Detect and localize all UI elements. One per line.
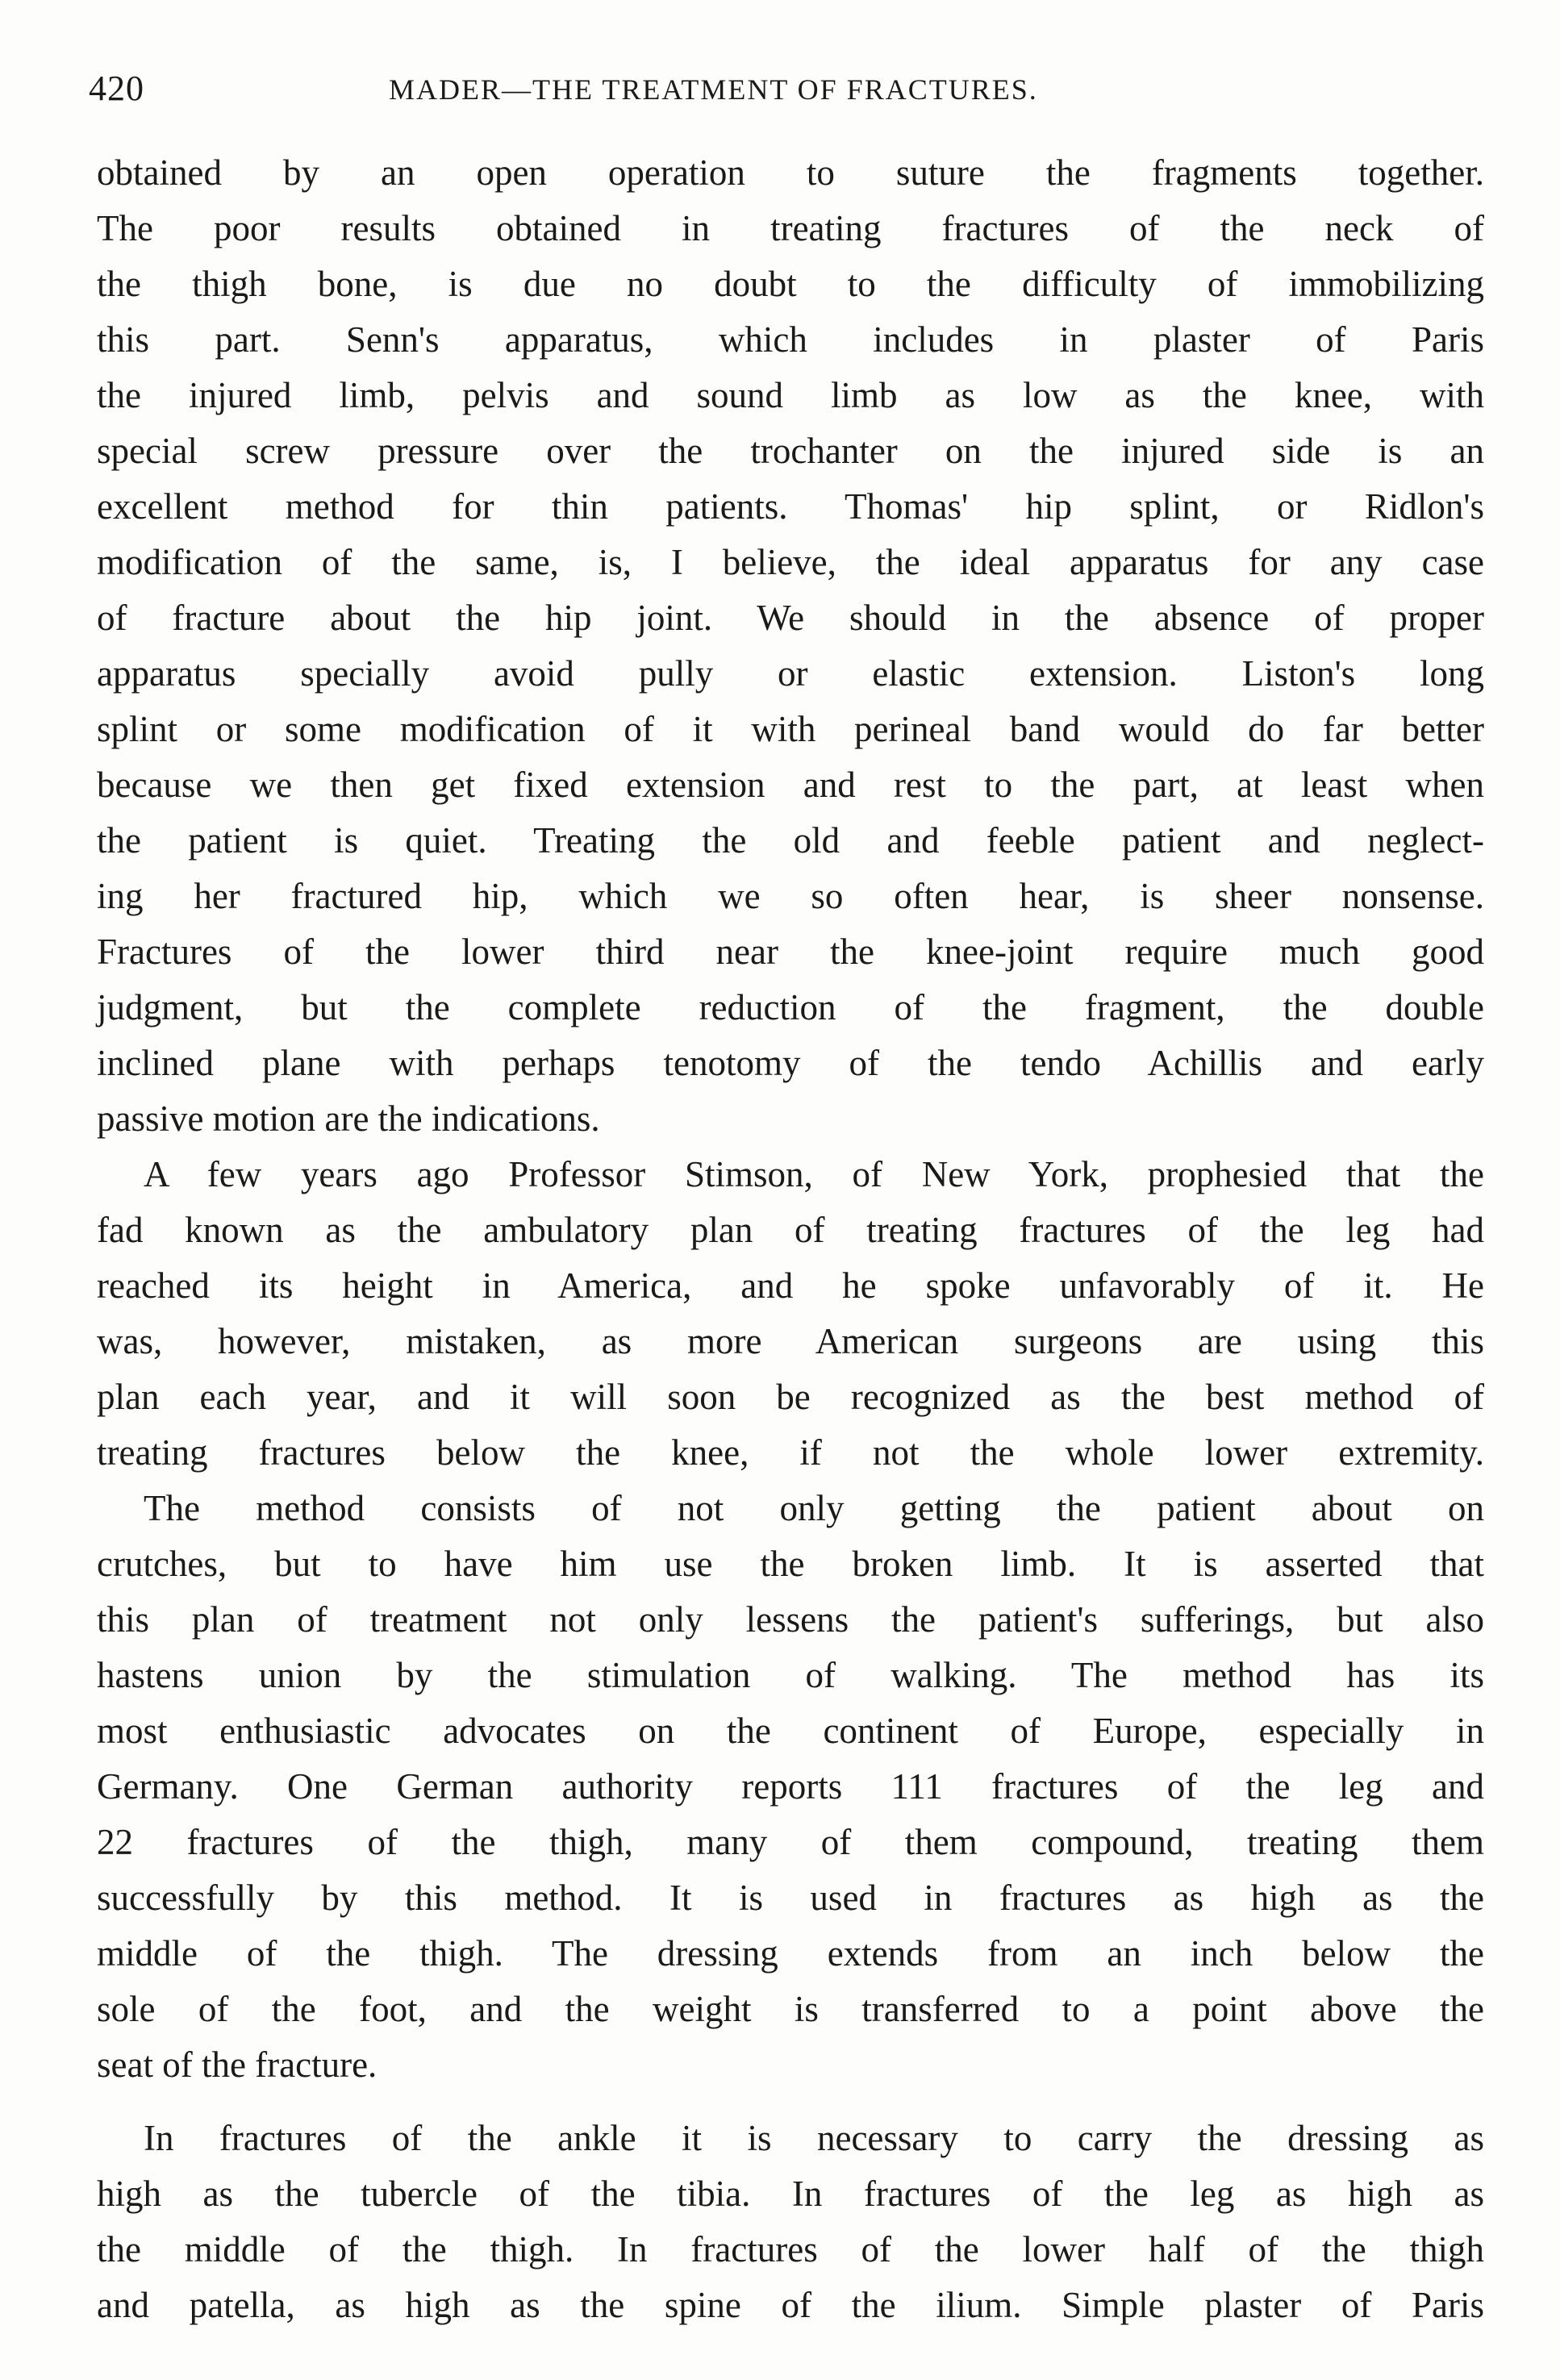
text-line: A few years ago Professor Stimson, of New York, prophesied that the (144, 1154, 1484, 1194)
text-line: judgment, but the complete reduction of the fragment, the double (97, 987, 1484, 1027)
text-line: because we then get fixed extension and rest to the part, at least when (97, 765, 1484, 805)
body-text (97, 145, 1484, 2333)
page-number: 420 (89, 69, 144, 108)
paragraph (97, 2111, 1484, 2333)
text-line: excellent method for thin patients. Thomas' hip splint, or Ridlon's (97, 486, 1484, 527)
text-line: obtained by an open operation to suture the fragments together. (97, 152, 1484, 193)
text-line: passive motion are the indications. (97, 1098, 600, 1139)
text-line: The method consists of not only getting the patient about on (144, 1488, 1484, 1528)
text-line: treating fractures below the knee, if not the whole lower extremity. (97, 1432, 1484, 1473)
text-line: Fractures of the lower third near the knee-joint require much good (97, 932, 1484, 972)
text-line: Germany. One German authority reports 111 fractures of the leg and (97, 1766, 1484, 1807)
paragraph-spacer (97, 2093, 1484, 2111)
text-line: the injured limb, pelvis and sound limb as low as the knee, with (97, 375, 1484, 415)
paragraph (97, 1147, 1484, 1481)
text-line: of fracture about the hip joint. We should in the absence of proper (97, 598, 1484, 638)
running-title: MADER—THE TREATMENT OF FRACTURES. (389, 73, 1038, 106)
text-line: In fractures of the ankle it is necessary to carry the dressing as (144, 2118, 1484, 2158)
text-line: apparatus specially avoid pully or elastic extension. Liston's long (97, 653, 1484, 694)
text-line: the patient is quiet. Treating the old and feeble patient and neglect- (97, 820, 1484, 861)
text-line: high as the tubercle of the tibia. In fractures of the leg as high as (97, 2174, 1484, 2214)
text-line: sole of the foot, and the weight is transferred to a point above the (97, 1989, 1484, 2029)
text-line: was, however, mistaken, as more American surgeons are using this (97, 1321, 1484, 1361)
text-line: 22 fractures of the thigh, many of them compound, treating them (97, 1822, 1484, 1862)
text-line: The poor results obtained in treating fractures of the neck of (97, 208, 1484, 248)
text-line: inclined plane with perhaps tenotomy of the tendo Achillis and early (97, 1043, 1484, 1083)
text-line: middle of the thigh. The dressing extends from an inch below the (97, 1933, 1484, 1974)
text-line: reached its height in America, and he spoke unfavorably of it. He (97, 1265, 1484, 1306)
text-line: fad known as the ambulatory plan of treating fractures of the leg had (97, 1210, 1484, 1250)
text-line: ing her fractured hip, which we so often hear, is sheer nonsense. (97, 876, 1484, 916)
text-line: the thigh bone, is due no doubt to the difficulty of immobilizing (97, 264, 1484, 304)
text-line: plan each year, and it will soon be recognized as the best method of (97, 1377, 1484, 1417)
text-line: splint or some modification of it with perineal band would do far better (97, 709, 1484, 749)
paragraph (97, 1481, 1484, 2093)
text-line: special screw pressure over the trochanter on the injured side is an (97, 431, 1484, 471)
text-line: this part. Senn's apparatus, which includes in plaster of Paris (97, 319, 1484, 360)
text-line: modification of the same, is, I believe, the ideal apparatus for any case (97, 542, 1484, 582)
text-line: this plan of treatment not only lessens the patient's sufferings, but also (97, 1599, 1484, 1640)
paragraph (97, 145, 1484, 1147)
text-line: and patella, as high as the spine of the ilium. Simple plaster of Paris (97, 2285, 1484, 2325)
text-line: hastens union by the stimulation of walking. The method has its (97, 1655, 1484, 1695)
text-line: the middle of the thigh. In fractures of the lower half of the thigh (97, 2229, 1484, 2270)
text-line: most enthusiastic advocates on the continent of Europe, especially in (97, 1711, 1484, 1751)
text-line: crutches, but to have him use the broken limb. It is asserted that (97, 1544, 1484, 1584)
running-head (89, 68, 1476, 116)
text-line: successfully by this method. It is used in fractures as high as the (97, 1878, 1484, 1918)
text-line: seat of the fracture. (97, 2044, 377, 2085)
